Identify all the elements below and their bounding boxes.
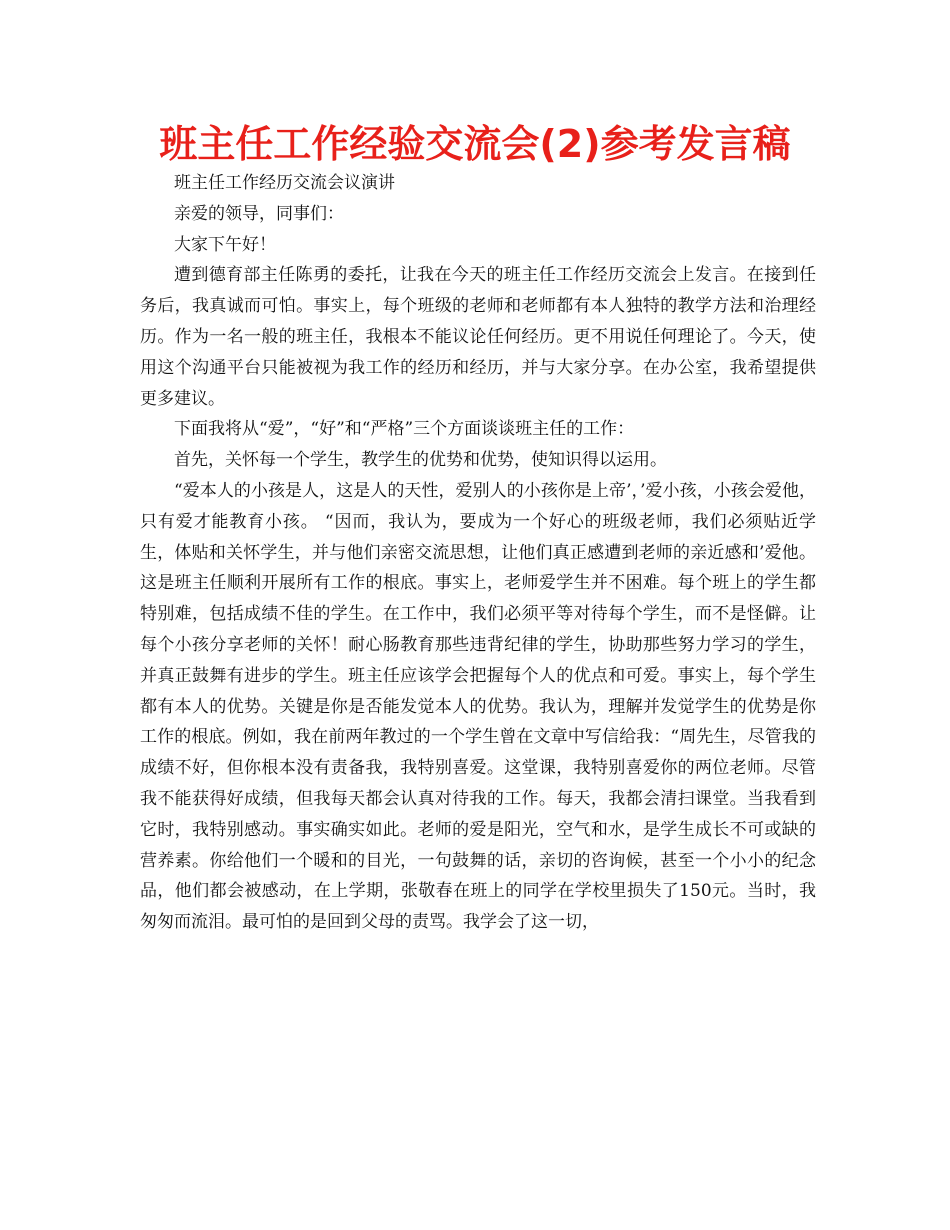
paragraph-heading: 班主任工作经历交流会议演讲 <box>174 173 395 193</box>
paragraph-greeting: 大家下午好！ <box>174 234 276 255</box>
paragraph-first-point: 首先，关怀每一个学生，教学生的优势和优势，使知识得以运用。 <box>174 450 667 471</box>
document-body <box>140 168 816 938</box>
paragraph-outline: 下面我将从“爱”，“好”和“严格”三个方面谈谈班主任的工作： <box>174 419 635 440</box>
paragraph-love-section: “爱本人的小孩是人，这是人的天性，爱别人的小孩你是上帝’，’爱小孩，小孩会爱他，只有爱才能教育小孩。 “因而，我认为，要成为一个好心的班级老师，我们必须贴近学生，体贴和关怀学生，并与他们亲密交流思想，让他们真正感遭到老师的亲近感和’爱他。这是班主任顺利开展所有工作的根底。事实上，老师爱学生并不困难。每个班上的学生都特别难，包括成绩不佳的学生。在工作中，我们必须平等对待每个学生，而不是怪僻。让每个小孩分享老师的关怀！耐心肠教育那些违背纪律的学生，协助那些努力学习的学生，并真正鼓舞有进步的学生。班主任应该学会把握每个人的优点和可爱。事实上，每个学生都有本人的优势。关键是你是否能发觉本人的优势。我认为，理解并发觉学生的优势是你工作的根底。例如，我在前两年教过的一个学生曾在文章中写信给我：“周先生，尽管我的成绩不好，但你根本没有责备我，我特别喜爱。这堂课，我特别喜爱你的两位老师。尽管我不能获得好成绩，但我每天都会认真对待我的工作。每天，我都会清扫课堂。当我看到它时，我特别感动。事实确实如此。老师的爱是阳光，空气和水，是学生成长不可或缺的营养素。你给他们一个暖和的目光，一句鼓舞的话，亲切的咨询候，甚至一个小小的纪念品，他们都会被感动，在上学期，张敬春在班上的同学在学校里损失了150元。当时，我匆匆而流泪。最可怕的是回到父母的责骂。我学会了这一切， <box>140 480 816 933</box>
document-title: 班主任工作经验交流会(2)参考发言稿 <box>159 122 791 166</box>
paragraph-salutation: 亲爱的领导，同事们： <box>174 203 344 224</box>
paragraph-intro: 遭到德育部主任陈勇的委托，让我在今天的班主任工作经历交流会上发言。在接到任务后，我真诚而可怕。事实上，每个班级的老师和老师都有本人独特的教学方法和治理经历。作为一名一般的班主任，我根本不能议论任何经历。更不用说任何理论了。今天，使用这个沟通平台只能被视为我工作的经历和经历，并与大家分享。在办公室，我希望提供更多建议。 <box>140 265 816 409</box>
